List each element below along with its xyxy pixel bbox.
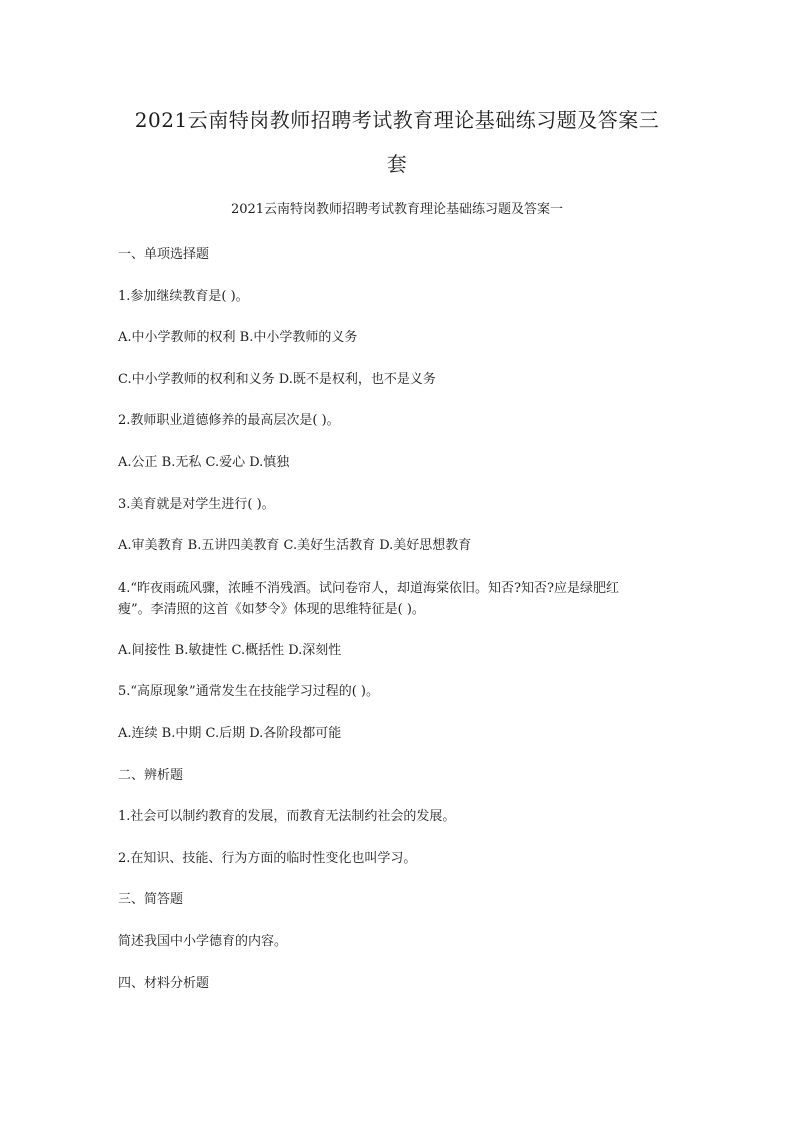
section-heading-short-answer: 三、简答题 xyxy=(118,892,184,908)
short-answer-question: 简述我国中小学德育的内容。 xyxy=(118,933,288,949)
section-heading-analysis: 二、辨析题 xyxy=(118,767,184,783)
document-body xyxy=(118,245,678,1015)
document-title-line-2: 套 xyxy=(386,152,408,176)
question-2-options: A.公正 B.无私 C.爱心 D.慎独 xyxy=(118,454,290,470)
question-3: 3.美育就是对学生进行( )。 xyxy=(118,496,275,512)
question-2: 2.教师职业道德修养的最高层次是( )。 xyxy=(118,413,340,429)
document-title xyxy=(100,98,694,186)
question-1-options-cd: C.中小学教师的权利和义务 D.既不是权利，也不是义务 xyxy=(118,371,436,387)
question-1: 1.参加继续教育是( )。 xyxy=(118,288,249,304)
section-heading-material-analysis: 四、材料分析题 xyxy=(118,975,210,991)
question-4-options: A.间接性 B.敏捷性 C.概括性 D.深刻性 xyxy=(118,642,342,658)
analysis-question-2: 2.在知识、技能、行为方面的临时性变化也叫学习。 xyxy=(118,850,417,866)
question-3-options: A.审美教育 B.五讲四美教育 C.美好生活教育 D.美好思想教育 xyxy=(118,538,472,554)
section-heading-single-choice: 一、单项选择题 xyxy=(118,247,210,262)
question-5: 5.“高原现象”通常发生在技能学习过程的( )。 xyxy=(118,684,379,700)
document-title-line-1: 2021云南特岗教师招聘考试教育理论基础练习题及答案三 xyxy=(134,108,660,132)
question-5-options: A.连续 B.中期 C.后期 D.各阶段都可能 xyxy=(118,725,342,741)
question-4-line-1: 4.“昨夜雨疏风骤，浓睡不消残酒。试问卷帘人，却道海棠依旧。知否?知否?应是绿肥红 xyxy=(118,580,619,596)
question-4-line-2: 瘦”。李清照的这首《如梦令》体现的思维特征是( )。 xyxy=(118,601,425,617)
question-4 xyxy=(118,578,678,620)
question-1-options-ab: A.中小学教师的权利 B.中小学教师的义务 xyxy=(118,330,358,346)
analysis-question-1: 1.社会可以制约教育的发展，而教育无法制约社会的发展。 xyxy=(118,809,456,825)
document-subtitle: 2021云南特岗教师招聘考试教育理论基础练习题及答案一 xyxy=(230,202,564,217)
